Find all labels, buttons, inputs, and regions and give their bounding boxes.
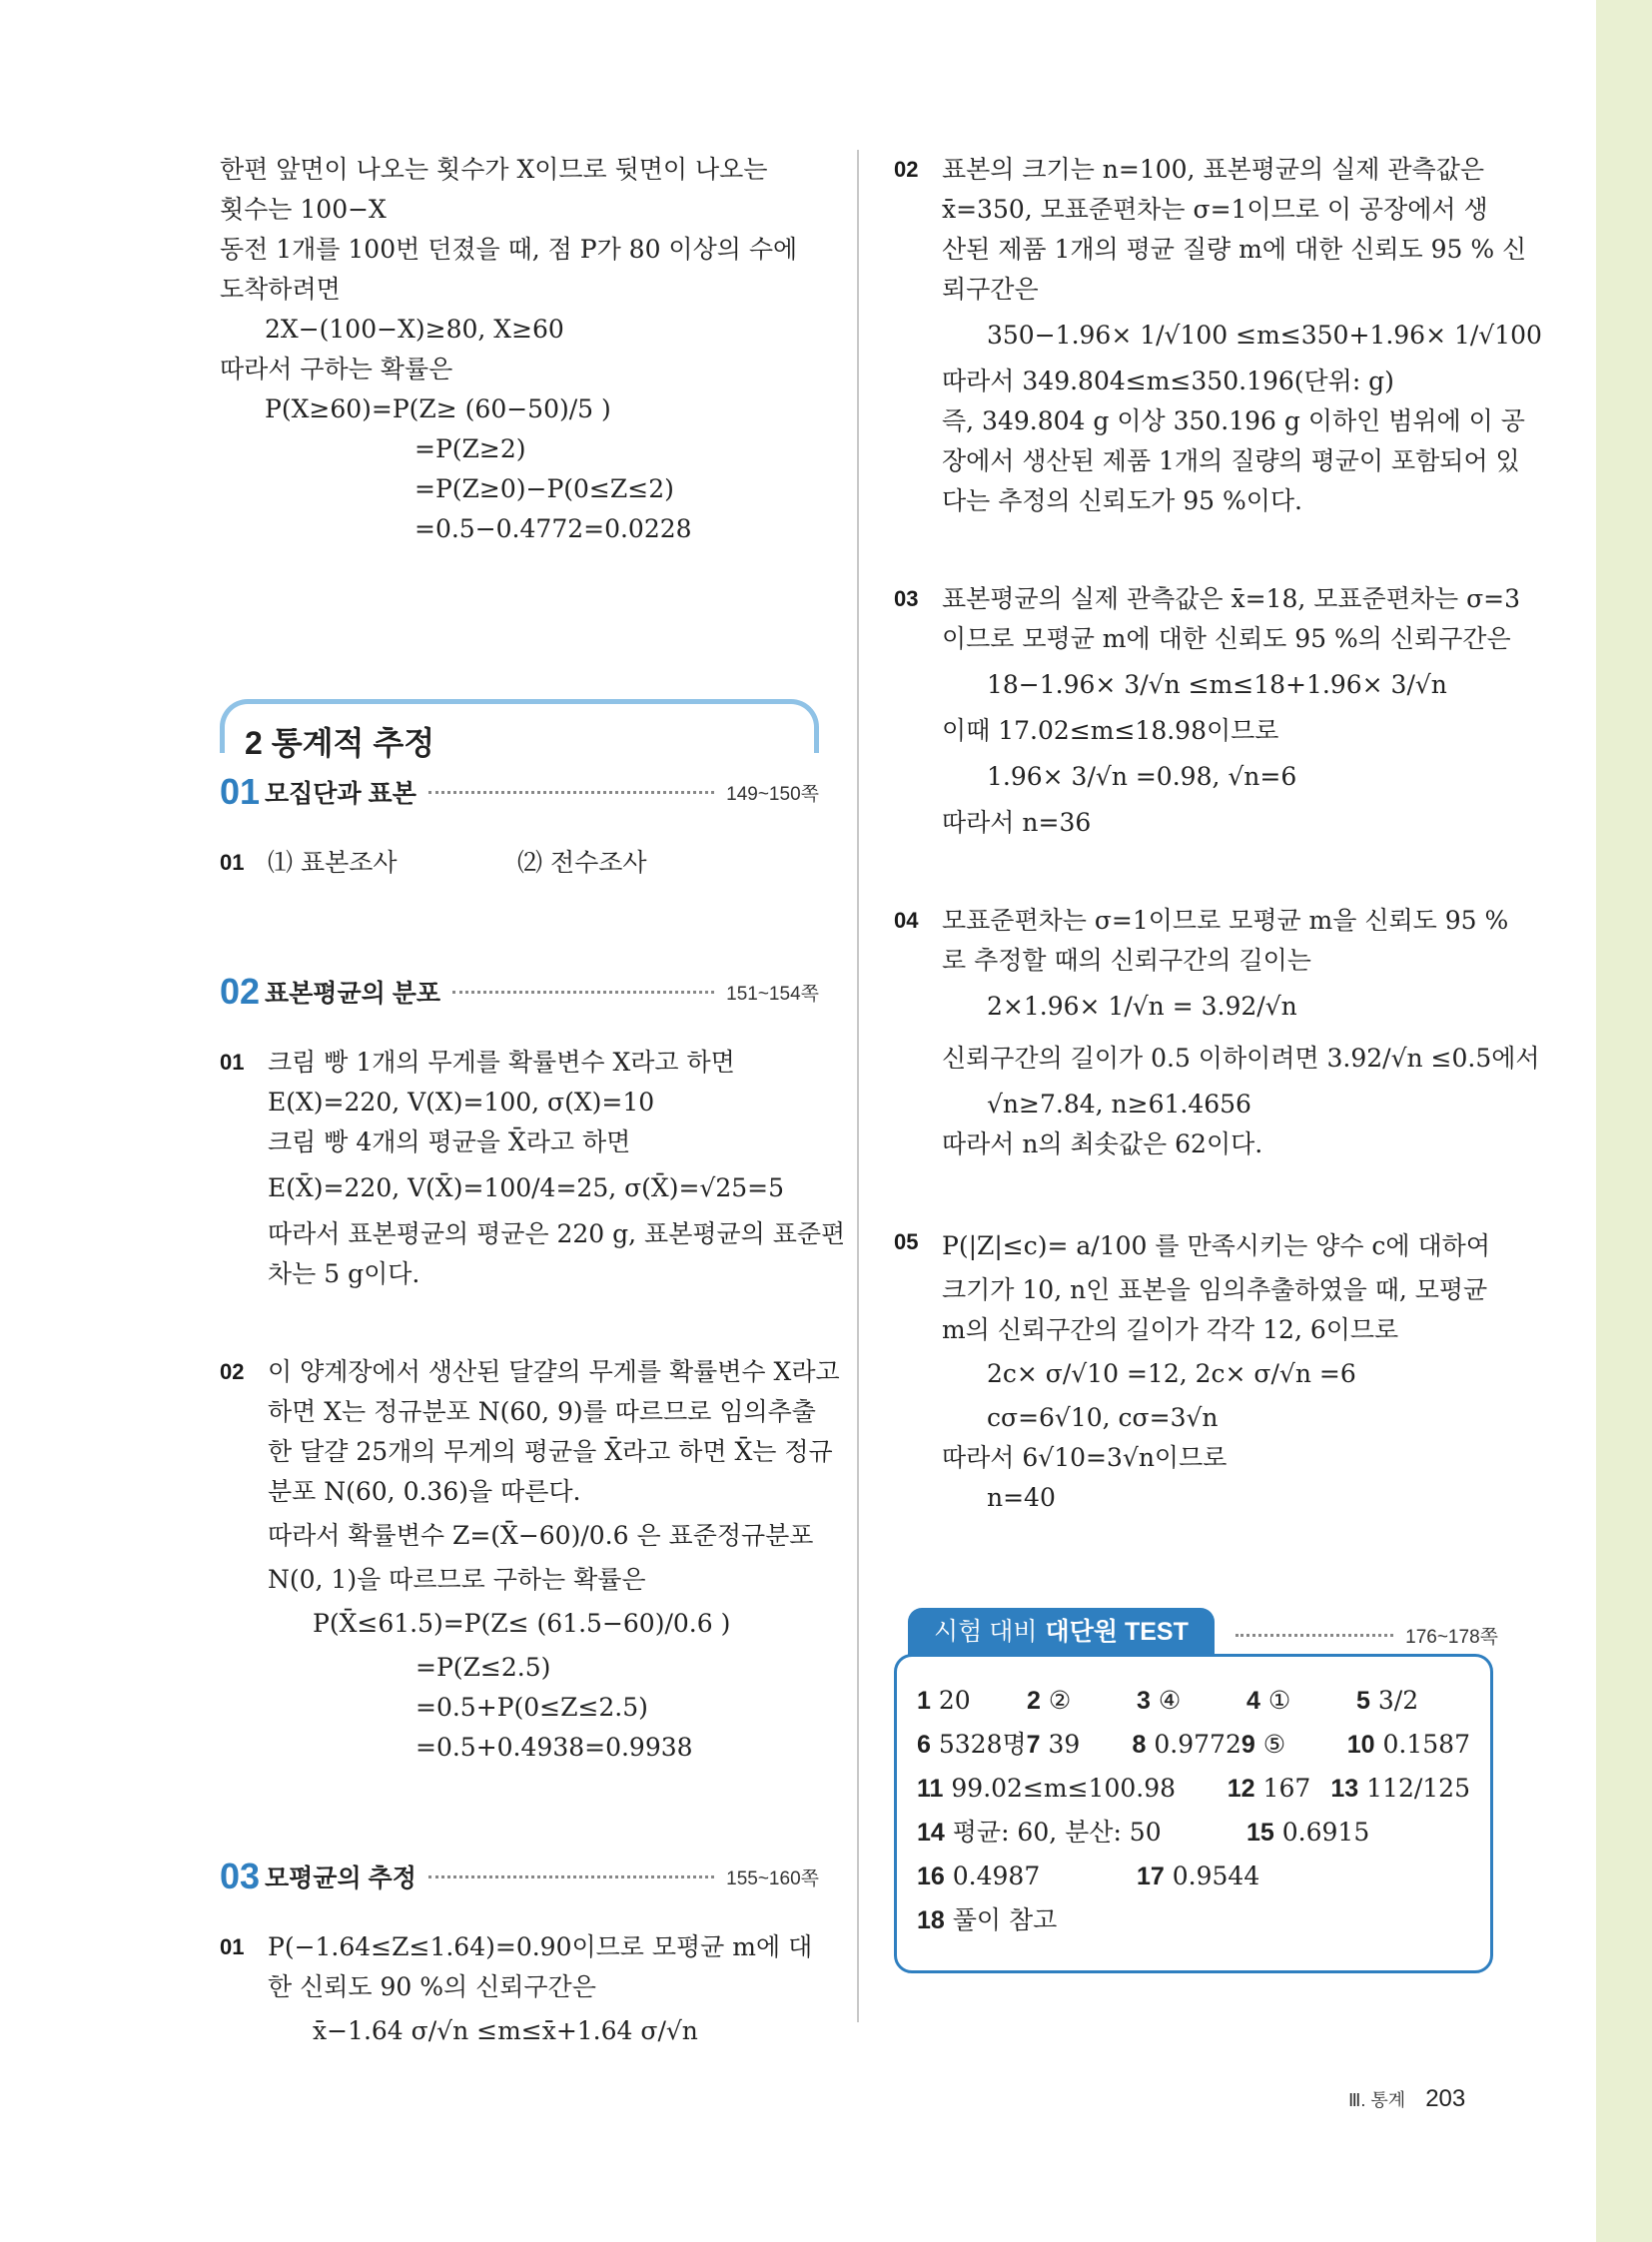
text-line: 표본의 크기는 n=100, 표본평균의 실제 관측값은 [942,155,1484,184]
equation-line: √n≥7.84, n≥61.4656 [987,1090,1251,1119]
text-line: 크림 빵 1개의 무게를 확률변수 X라고 하면 [268,1048,735,1077]
answer-row [917,1767,1470,1811]
answer-cell: 2 ② [1027,1686,1072,1715]
text-line: 신뢰구간의 길이가 0.5 이하이려면 3.92/√n ≤0.5에서 [942,1044,1540,1073]
unit-test-tab [908,1608,1215,1656]
question-number: 01 [220,850,245,875]
text-line: 모표준편차는 σ=1이므로 모평균 m을 신뢰도 95 % [942,906,1509,935]
answer-row [917,1679,1470,1723]
answer-row [917,1723,1470,1767]
text-line: 따라서 구하는 확률은 [220,355,453,383]
column-divider [857,150,859,2022]
unit-test-tab-sub: 시험 대비 [934,1618,1038,1646]
equation-line: E(X)=220, V(X)=100, σ(X)=10 [268,1088,655,1117]
text-line: 다는 추정의 신뢰도가 95 %이다. [942,486,1302,515]
section-number: 01 [220,771,261,812]
solution-item [220,1043,846,1294]
equation-line: P(X≥60)=P(Z≥ (60−50)/5 ) [265,394,611,423]
chapter-title: 2 통계적 추정 [237,718,442,764]
dot-leader [452,991,714,994]
answer-cell: 1 20 [917,1686,971,1715]
equation-line: 350−1.96× 1/√100 ≤m≤350+1.96× 1/√100 [987,321,1542,350]
unit-test-page-ref [1224,1622,1498,1649]
section-header-2 [220,971,819,1013]
equation-line: x̄−1.64 σ/√n ≤m≤x̄+1.64 σ/√n [313,2016,698,2045]
question-number: 03 [894,586,919,611]
equation-line: =P(Z≥0)−P(0≤Z≤2) [414,474,674,503]
answer-cell: 10 0.1587 [1346,1730,1470,1759]
page-number: 203 [1425,2085,1466,2112]
text-line: P(−1.64≤Z≤1.64)=0.90이므로 모평균 m에 대 [268,1932,813,1961]
right-column [894,150,1542,1934]
solution-item [894,150,1542,521]
text-line: m의 신뢰구간의 길이가 각각 12, 6이므로 [942,1315,1399,1344]
text-line: 뢰구간은 [942,275,1039,304]
question-number: 04 [894,908,919,933]
page-range: 151~154쪽 [726,983,819,1005]
section-number: 03 [220,1856,261,1896]
text-line: 한편 앞면이 나오는 횟수가 X이므로 뒷면이 나오는 [220,155,768,184]
text-line: 로 추정할 때의 신뢰구간의 길이는 [942,946,1311,975]
text-line: 이므로 모평균 m에 대한 신뢰도 95 %의 신뢰구간은 [942,624,1511,653]
text-line: 따라서 6√10=3√n이므로 [942,1443,1228,1472]
section-title: 표본평균의 분포 [265,980,440,1008]
answer-row [917,1811,1470,1855]
answer-cell: 14 평균: 60, 분산: 50 [917,1818,1162,1847]
text-line: 따라서 n=36 [942,808,1092,837]
text-line: 도착하려면 [220,275,341,304]
answer-grid-box [894,1654,1493,1973]
solution-item [894,1222,1498,1518]
text-line: 하면 X는 정규분포 N(60, 9)를 따르므로 임의추출 [268,1397,816,1426]
text-line: 장에서 생산된 제품 1개의 질량의 평균이 포함되어 있 [942,446,1520,475]
answer-cell: 8 0.9772 [1132,1730,1241,1759]
text-line: 횟수는 100−X [220,195,387,224]
text-line: 분포 N(60, 0.36)을 따른다. [268,1477,581,1506]
text-line: 따라서 n의 최솟값은 62이다. [942,1129,1263,1158]
text-line: P(|Z|≤c)= a/100 를 만족시키는 양수 c에 대하여 [942,1231,1490,1260]
unit-label: Ⅲ. 통계 [1348,2090,1406,2110]
chapter-header-box [220,699,819,761]
equation-line: n=40 [987,1483,1056,1512]
solution-item [220,1352,840,1768]
answer-item [220,843,819,883]
unit-test-tab-main: 대단원 TEST [1045,1618,1189,1646]
dot-leader [428,791,714,794]
page-range: 149~150쪽 [726,783,819,805]
question-number: 05 [894,1229,919,1254]
equation-line: =0.5−0.4772=0.0228 [414,514,692,543]
section-title: 모집단과 표본 [265,780,416,808]
text-line: 따라서 349.804≤m≤350.196(단위: g) [942,367,1394,395]
text-line: 한 신뢰도 90 %의 신뢰구간은 [268,1972,596,2001]
left-column [220,150,846,2055]
solution-item [894,901,1540,1164]
page-range: 155~160쪽 [726,1868,819,1889]
equation-line: =0.5+P(0≤Z≤2.5) [415,1693,648,1722]
text-line: 이때 17.02≤m≤18.98이므로 [942,716,1279,745]
solution-item [894,579,1521,843]
equation-line: E(X̄)=220, V(X̄)=100/4=25, σ(X̄)=√25=5 [268,1173,785,1202]
text-line: 크기가 10, n인 표본을 임의추출하였을 때, 모평균 [942,1275,1488,1304]
answer-cell: 4 ① [1246,1686,1291,1715]
text-line: 이 양계장에서 생산된 달걀의 무게를 확률변수 X라고 [268,1357,840,1386]
text-line: 차는 5 g이다. [268,1259,420,1288]
answer-cell: 9 ⑤ [1240,1730,1286,1759]
text-line: x̄=350, 모표준편차는 σ=1이므로 이 공장에서 생 [942,195,1488,224]
section-title: 모평균의 추정 [265,1865,416,1892]
question-number: 02 [220,1359,245,1384]
equation-line: =P(Z≤2.5) [415,1653,551,1682]
answer-cell: 15 0.6915 [1246,1818,1370,1847]
answer-cell: 16 0.4987 [917,1862,1041,1890]
answer-cell: 5 3/2 [1356,1686,1419,1715]
answer-cell: 3 ④ [1137,1686,1182,1715]
answer-cell: 17 0.9544 [1137,1862,1260,1890]
side-color-strip [1596,0,1652,2242]
page-footer [1348,2085,1465,2113]
answer-cell: 6 5328명 [917,1730,1027,1759]
answer-cell: 13 112/125 [1330,1774,1470,1803]
equation-line: 2c× σ/√10 =12, 2c× σ/√n =6 [987,1359,1356,1388]
solution-item [220,1927,819,2055]
equation-line: =P(Z≥2) [414,434,526,463]
answer-part: ⑴ 표본조사 [268,848,398,877]
answer-part: ⑵ 전수조사 [517,848,647,877]
text-line: 표본평균의 실제 관측값은 x̄=18, 모표준편차는 σ=3 [942,584,1521,613]
text-line: 따라서 표본평균의 평균은 220 g, 표본평균의 표준편 [268,1219,846,1248]
dot-leader [1236,1634,1393,1637]
section-header-3 [220,1856,819,1897]
text-line: 즉, 349.804 g 이상 350.196 g 이하인 범위에 이 공 [942,406,1525,435]
equation-line: 18−1.96× 3/√n ≤m≤18+1.96× 3/√n [987,670,1447,699]
answer-cell: 11 99.02≤m≤100.98 [917,1774,1177,1803]
intro-solution [220,150,819,549]
text-line: N(0, 1)을 따르므로 구하는 확률은 [268,1565,646,1594]
dot-leader [428,1875,714,1878]
text-line: 동전 1개를 100번 던졌을 때, 점 P가 80 이상의 수에 [220,235,798,264]
question-number: 01 [220,1934,245,1959]
answer-cell: 18 풀이 참고 [917,1905,1058,1934]
section-number: 02 [220,971,261,1012]
equation-line: 2X−(100−X)≥80, X≥60 [265,315,564,344]
answer-row [917,1898,1470,1942]
answer-row [917,1855,1470,1898]
text-line: 산된 제품 1개의 평균 질량 m에 대한 신뢰도 95 % 신 [942,235,1527,264]
text-line: 한 달걀 25개의 무게의 평균을 X̄라고 하면 X̄는 정규 [268,1437,833,1466]
equation-line: 1.96× 3/√n =0.98, √n=6 [987,762,1297,791]
page-range: 176~178쪽 [1405,1627,1498,1648]
question-number: 01 [220,1050,245,1075]
text-line: 크림 빵 4개의 평균을 X̄라고 하면 [268,1127,631,1156]
equation-line: =0.5+0.4938=0.9938 [415,1733,693,1762]
equation-line: cσ=6√10, cσ=3√n [987,1403,1219,1432]
answer-cell: 7 39 [1026,1730,1081,1759]
question-number: 02 [894,157,919,182]
answer-cell: 12 167 [1227,1774,1311,1803]
equation-line: 2×1.96× 1/√n = 3.92/√n [987,992,1297,1021]
text-line: 따라서 확률변수 Z=(X̄−60)/0.6 은 표준정규분포 [268,1521,814,1550]
section-header-1 [220,771,819,813]
equation-line: P(X̄≤61.5)=P(Z≤ (61.5−60)/0.6 ) [313,1609,731,1638]
